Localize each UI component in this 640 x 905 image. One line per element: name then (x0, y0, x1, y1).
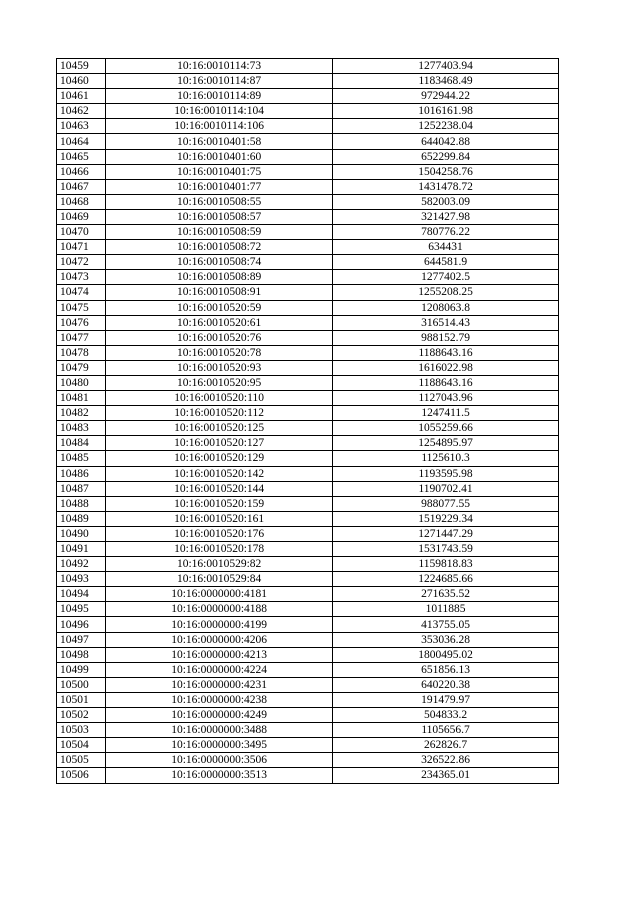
cadastral-number-cell: 10:16:0010401:75 (106, 164, 333, 179)
value-cell: 1800495.02 (333, 647, 559, 662)
cadastral-number-cell: 10:16:0010520:112 (106, 406, 333, 421)
cadastral-number-cell: 10:16:0010520:129 (106, 451, 333, 466)
row-number-cell: 10479 (57, 360, 106, 375)
value-cell: 1504258.76 (333, 164, 559, 179)
table-row (57, 753, 559, 768)
value-cell: 1105656.7 (333, 723, 559, 738)
row-number-cell: 10473 (57, 270, 106, 285)
table-row (57, 511, 559, 526)
cadastral-number-cell: 10:16:0010520:178 (106, 542, 333, 557)
cadastral-number-cell: 10:16:0000000:4181 (106, 587, 333, 602)
row-number-cell: 10480 (57, 375, 106, 390)
table-row (57, 587, 559, 602)
value-cell: 972944.22 (333, 89, 559, 104)
cadastral-number-cell: 10:16:0010520:127 (106, 436, 333, 451)
value-cell: 780776.22 (333, 225, 559, 240)
value-cell: 1055259.66 (333, 421, 559, 436)
value-cell: 1247411.5 (333, 406, 559, 421)
row-number-cell: 10496 (57, 617, 106, 632)
table-row (57, 406, 559, 421)
row-number-cell: 10497 (57, 632, 106, 647)
row-number-cell: 10470 (57, 225, 106, 240)
cadastral-number-cell: 10:16:0000000:4199 (106, 617, 333, 632)
cadastral-number-cell: 10:16:0000000:3513 (106, 768, 333, 783)
table-row (57, 345, 559, 360)
table-row (57, 557, 559, 572)
row-number-cell: 10484 (57, 436, 106, 451)
table-row (57, 708, 559, 723)
cadastral-number-cell: 10:16:0010520:110 (106, 391, 333, 406)
table-row (57, 300, 559, 315)
row-number-cell: 10485 (57, 451, 106, 466)
row-number-cell: 10465 (57, 149, 106, 164)
table-row (57, 104, 559, 119)
table-row (57, 240, 559, 255)
cadastral-number-cell: 10:16:0010520:144 (106, 481, 333, 496)
row-number-cell: 10469 (57, 209, 106, 224)
value-cell: 1016161.98 (333, 104, 559, 119)
row-number-cell: 10478 (57, 345, 106, 360)
row-number-cell: 10459 (57, 59, 106, 74)
table-row (57, 315, 559, 330)
value-cell: 644581.9 (333, 255, 559, 270)
row-number-cell: 10503 (57, 723, 106, 738)
cadastral-number-cell: 10:16:0010520:59 (106, 300, 333, 315)
cadastral-number-cell: 10:16:0010114:106 (106, 119, 333, 134)
row-number-cell: 10501 (57, 692, 106, 707)
table-row (57, 723, 559, 738)
table-row (57, 209, 559, 224)
row-number-cell: 10487 (57, 481, 106, 496)
table-row (57, 617, 559, 632)
table-row (57, 768, 559, 783)
row-number-cell: 10466 (57, 164, 106, 179)
cadastral-number-cell: 10:16:0010520:159 (106, 496, 333, 511)
table-row (57, 496, 559, 511)
row-number-cell: 10488 (57, 496, 106, 511)
value-cell: 652299.84 (333, 149, 559, 164)
table-row (57, 285, 559, 300)
document-page (56, 58, 559, 784)
cadastral-number-cell: 10:16:0010114:87 (106, 74, 333, 89)
row-number-cell: 10481 (57, 391, 106, 406)
value-cell: 1208063.8 (333, 300, 559, 315)
table-row (57, 391, 559, 406)
cadastral-number-cell: 10:16:0010114:104 (106, 104, 333, 119)
table-row (57, 134, 559, 149)
value-cell: 1183468.49 (333, 74, 559, 89)
value-cell: 1431478.72 (333, 179, 559, 194)
row-number-cell: 10500 (57, 677, 106, 692)
cadastral-number-cell: 10:16:0010114:89 (106, 89, 333, 104)
value-cell: 353036.28 (333, 632, 559, 647)
table-row (57, 632, 559, 647)
table-row (57, 436, 559, 451)
value-cell: 1190702.41 (333, 481, 559, 496)
row-number-cell: 10467 (57, 179, 106, 194)
value-cell: 1127043.96 (333, 391, 559, 406)
cadastral-number-cell: 10:16:0000000:4206 (106, 632, 333, 647)
value-cell: 504833.2 (333, 708, 559, 723)
value-cell: 1193595.98 (333, 466, 559, 481)
value-cell: 1252238.04 (333, 119, 559, 134)
row-number-cell: 10476 (57, 315, 106, 330)
row-number-cell: 10472 (57, 255, 106, 270)
row-number-cell: 10502 (57, 708, 106, 723)
value-cell: 1519229.34 (333, 511, 559, 526)
row-number-cell: 10493 (57, 572, 106, 587)
value-cell: 988152.79 (333, 330, 559, 345)
table-row (57, 466, 559, 481)
row-number-cell: 10491 (57, 542, 106, 557)
row-number-cell: 10460 (57, 74, 106, 89)
table-row (57, 602, 559, 617)
cadastral-number-cell: 10:16:0010520:76 (106, 330, 333, 345)
value-cell: 1277403.94 (333, 59, 559, 74)
table-row (57, 572, 559, 587)
cadastral-number-cell: 10:16:0010508:55 (106, 194, 333, 209)
table-row (57, 59, 559, 74)
row-number-cell: 10499 (57, 662, 106, 677)
row-number-cell: 10468 (57, 194, 106, 209)
cadastral-number-cell: 10:16:0010508:89 (106, 270, 333, 285)
cadastral-number-cell: 10:16:0010508:91 (106, 285, 333, 300)
value-cell: 988077.55 (333, 496, 559, 511)
row-number-cell: 10486 (57, 466, 106, 481)
value-cell: 1188643.16 (333, 375, 559, 390)
row-number-cell: 10495 (57, 602, 106, 617)
cadastral-number-cell: 10:16:0010529:84 (106, 572, 333, 587)
value-cell: 634431 (333, 240, 559, 255)
value-cell: 234365.01 (333, 768, 559, 783)
value-cell: 262826.7 (333, 738, 559, 753)
row-number-cell: 10461 (57, 89, 106, 104)
table-row (57, 542, 559, 557)
table-row (57, 270, 559, 285)
table-row (57, 119, 559, 134)
row-number-cell: 10489 (57, 511, 106, 526)
value-cell: 1254895.97 (333, 436, 559, 451)
row-number-cell: 10504 (57, 738, 106, 753)
table-row (57, 164, 559, 179)
cadastral-number-cell: 10:16:0000000:4213 (106, 647, 333, 662)
cadastral-number-cell: 10:16:0010520:142 (106, 466, 333, 481)
cadastral-number-cell: 10:16:0000000:4249 (106, 708, 333, 723)
table-row (57, 451, 559, 466)
cadastral-number-cell: 10:16:0010508:72 (106, 240, 333, 255)
table-row (57, 74, 559, 89)
cadastral-number-cell: 10:16:0000000:3506 (106, 753, 333, 768)
table-row (57, 330, 559, 345)
cadastral-number-cell: 10:16:0010520:93 (106, 360, 333, 375)
cadastral-number-cell: 10:16:0010508:57 (106, 209, 333, 224)
value-cell: 1616022.98 (333, 360, 559, 375)
row-number-cell: 10494 (57, 587, 106, 602)
value-cell: 640220.38 (333, 677, 559, 692)
value-cell: 413755.05 (333, 617, 559, 632)
table-row (57, 647, 559, 662)
table-row (57, 194, 559, 209)
table-row (57, 89, 559, 104)
cadastral-number-cell: 10:16:0010529:82 (106, 557, 333, 572)
cadastral-number-cell: 10:16:0010520:78 (106, 345, 333, 360)
table-row (57, 662, 559, 677)
cadastral-number-cell: 10:16:0000000:4224 (106, 662, 333, 677)
cadastral-number-cell: 10:16:0010520:125 (106, 421, 333, 436)
row-number-cell: 10475 (57, 300, 106, 315)
row-number-cell: 10492 (57, 557, 106, 572)
value-cell: 1271447.29 (333, 526, 559, 541)
table-row (57, 421, 559, 436)
value-cell: 582003.09 (333, 194, 559, 209)
cadastral-number-cell: 10:16:0000000:4188 (106, 602, 333, 617)
table-row (57, 677, 559, 692)
row-number-cell: 10464 (57, 134, 106, 149)
row-number-cell: 10482 (57, 406, 106, 421)
value-cell: 1011885 (333, 602, 559, 617)
table-row (57, 179, 559, 194)
row-number-cell: 10483 (57, 421, 106, 436)
cadastral-number-cell: 10:16:0000000:4238 (106, 692, 333, 707)
cadastral-number-cell: 10:16:0010508:74 (106, 255, 333, 270)
row-number-cell: 10474 (57, 285, 106, 300)
cadastral-number-cell: 10:16:0010520:161 (106, 511, 333, 526)
row-number-cell: 10505 (57, 753, 106, 768)
cadastral-number-cell: 10:16:0010401:58 (106, 134, 333, 149)
row-number-cell: 10506 (57, 768, 106, 783)
value-cell: 1224685.66 (333, 572, 559, 587)
value-cell: 644042.88 (333, 134, 559, 149)
cadastral-number-cell: 10:16:0000000:3495 (106, 738, 333, 753)
cadastral-number-cell: 10:16:0010520:176 (106, 526, 333, 541)
row-number-cell: 10463 (57, 119, 106, 134)
cadastral-number-cell: 10:16:0010520:61 (106, 315, 333, 330)
table-row (57, 360, 559, 375)
table-body (57, 59, 559, 784)
value-cell: 1159818.83 (333, 557, 559, 572)
table-row (57, 149, 559, 164)
row-number-cell: 10462 (57, 104, 106, 119)
table-row (57, 481, 559, 496)
cadastral-number-cell: 10:16:0010114:73 (106, 59, 333, 74)
data-table (56, 58, 559, 784)
table-row (57, 738, 559, 753)
row-number-cell: 10498 (57, 647, 106, 662)
value-cell: 1125610.3 (333, 451, 559, 466)
value-cell: 651856.13 (333, 662, 559, 677)
value-cell: 1188643.16 (333, 345, 559, 360)
cadastral-number-cell: 10:16:0000000:3488 (106, 723, 333, 738)
row-number-cell: 10471 (57, 240, 106, 255)
value-cell: 316514.43 (333, 315, 559, 330)
cadastral-number-cell: 10:16:0000000:4231 (106, 677, 333, 692)
table-row (57, 526, 559, 541)
cadastral-number-cell: 10:16:0010401:77 (106, 179, 333, 194)
cadastral-number-cell: 10:16:0010508:59 (106, 225, 333, 240)
table-row (57, 692, 559, 707)
table-row (57, 255, 559, 270)
value-cell: 321427.98 (333, 209, 559, 224)
table-row (57, 225, 559, 240)
row-number-cell: 10490 (57, 526, 106, 541)
value-cell: 191479.97 (333, 692, 559, 707)
table-row (57, 375, 559, 390)
cadastral-number-cell: 10:16:0010520:95 (106, 375, 333, 390)
value-cell: 326522.86 (333, 753, 559, 768)
value-cell: 1255208.25 (333, 285, 559, 300)
row-number-cell: 10477 (57, 330, 106, 345)
cadastral-number-cell: 10:16:0010401:60 (106, 149, 333, 164)
value-cell: 271635.52 (333, 587, 559, 602)
value-cell: 1531743.59 (333, 542, 559, 557)
value-cell: 1277402.5 (333, 270, 559, 285)
